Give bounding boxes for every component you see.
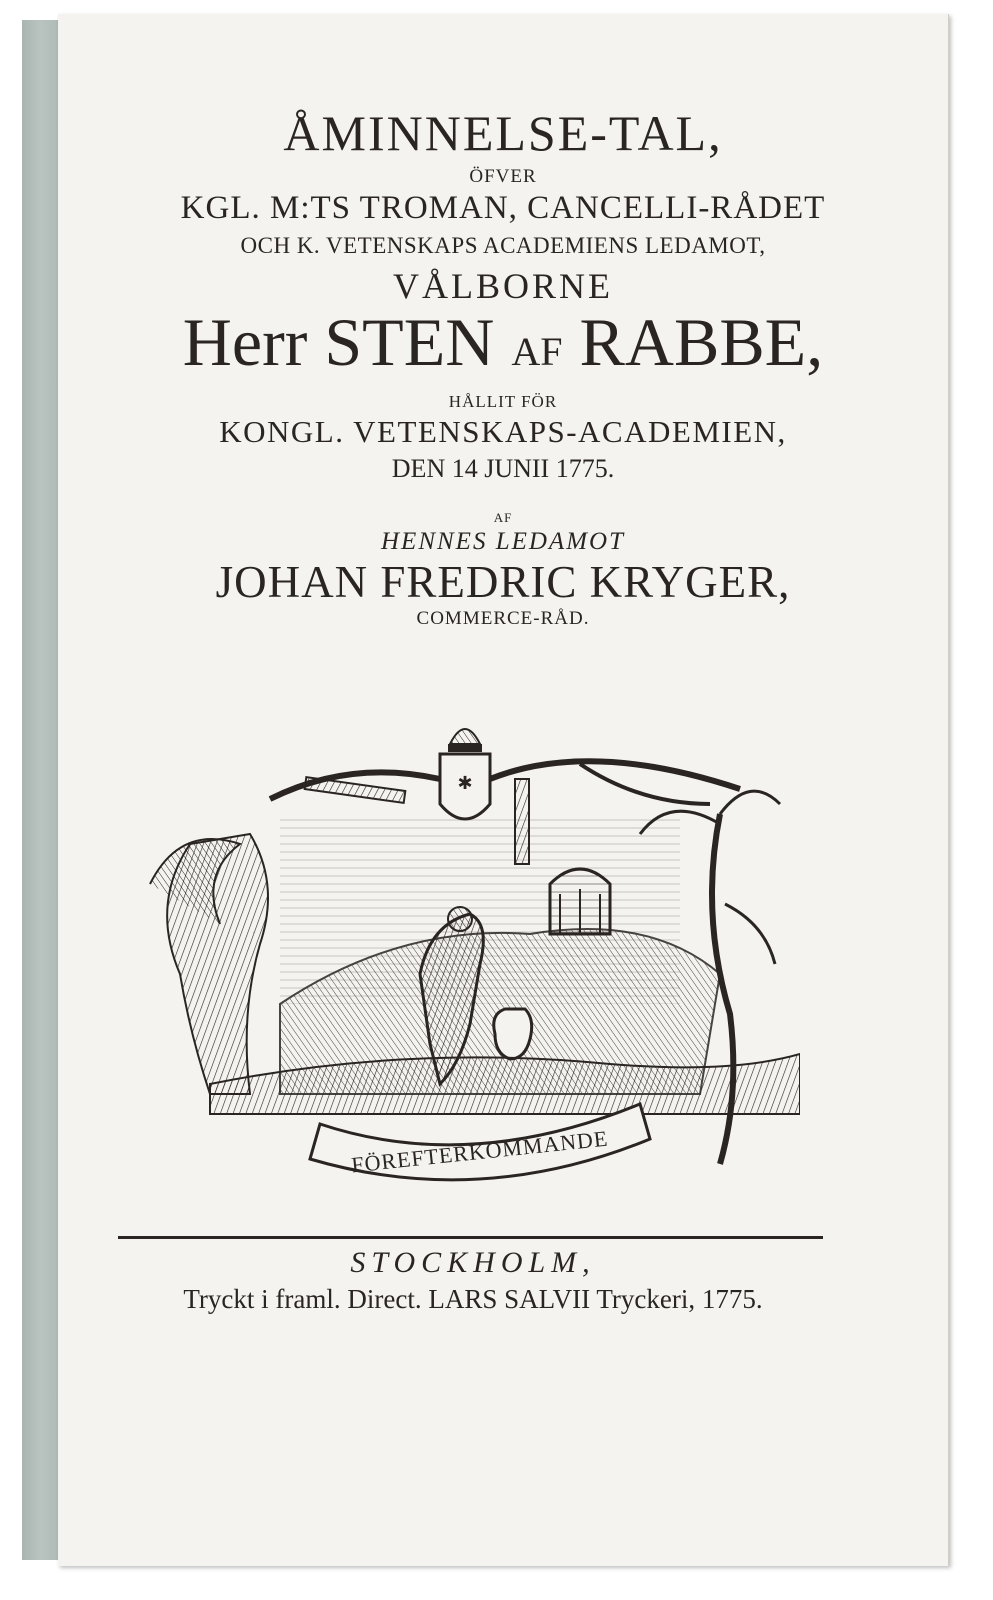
main-title: ÅMINNELSE-TAL, xyxy=(283,105,723,161)
printer-part-b: LARS SALVII xyxy=(428,1284,591,1314)
ofver-line: ÖFVER xyxy=(469,166,537,187)
author-name: JOHAN FREDRIC KRYGER, xyxy=(215,557,791,607)
title-block xyxy=(58,104,948,630)
honoree-name xyxy=(58,303,948,382)
divider-rule xyxy=(118,1236,823,1239)
af-line: AF xyxy=(493,510,513,525)
svg-text:✱: ✱ xyxy=(457,773,473,794)
hallit-line: HÅLLIT FÖR xyxy=(448,392,558,411)
banner-text: FÖREFTERKOMMANDE xyxy=(350,1125,610,1178)
author-title: COMMERCE-RÅD. xyxy=(416,608,590,629)
woodcut-illustration xyxy=(120,704,800,1214)
honoree-herr-sten: Herr STEN xyxy=(182,304,495,380)
och-line: OCH K. VETENSKAPS ACADEMIENS LEDAMOT, xyxy=(240,233,766,258)
title-page xyxy=(58,14,949,1566)
kgl-line: KGL. M:TS TROMAN, CANCELLI-RÅDET xyxy=(180,190,826,226)
hennes-line: HENNES LEDAMOT xyxy=(381,528,625,555)
academy-line: KONGL. VETENSKAPS-ACADEMIEN, xyxy=(219,414,787,449)
valborne-line: VÅLBORNE xyxy=(393,266,613,306)
date-line: DEN 14 JUNII 1775. xyxy=(391,454,615,483)
crown-icon xyxy=(448,729,482,752)
honoree-af: AF xyxy=(511,329,563,374)
honoree-rabbe: RABBE, xyxy=(579,304,824,380)
imprint-city: STOCKHOLM, xyxy=(350,1246,596,1279)
printer-part-c: Tryckeri, 1775. xyxy=(596,1284,763,1314)
imprint-block xyxy=(58,1246,888,1315)
imprint-printer xyxy=(58,1284,888,1315)
printer-part-a: Tryckt i framl. Direct. xyxy=(183,1284,422,1314)
